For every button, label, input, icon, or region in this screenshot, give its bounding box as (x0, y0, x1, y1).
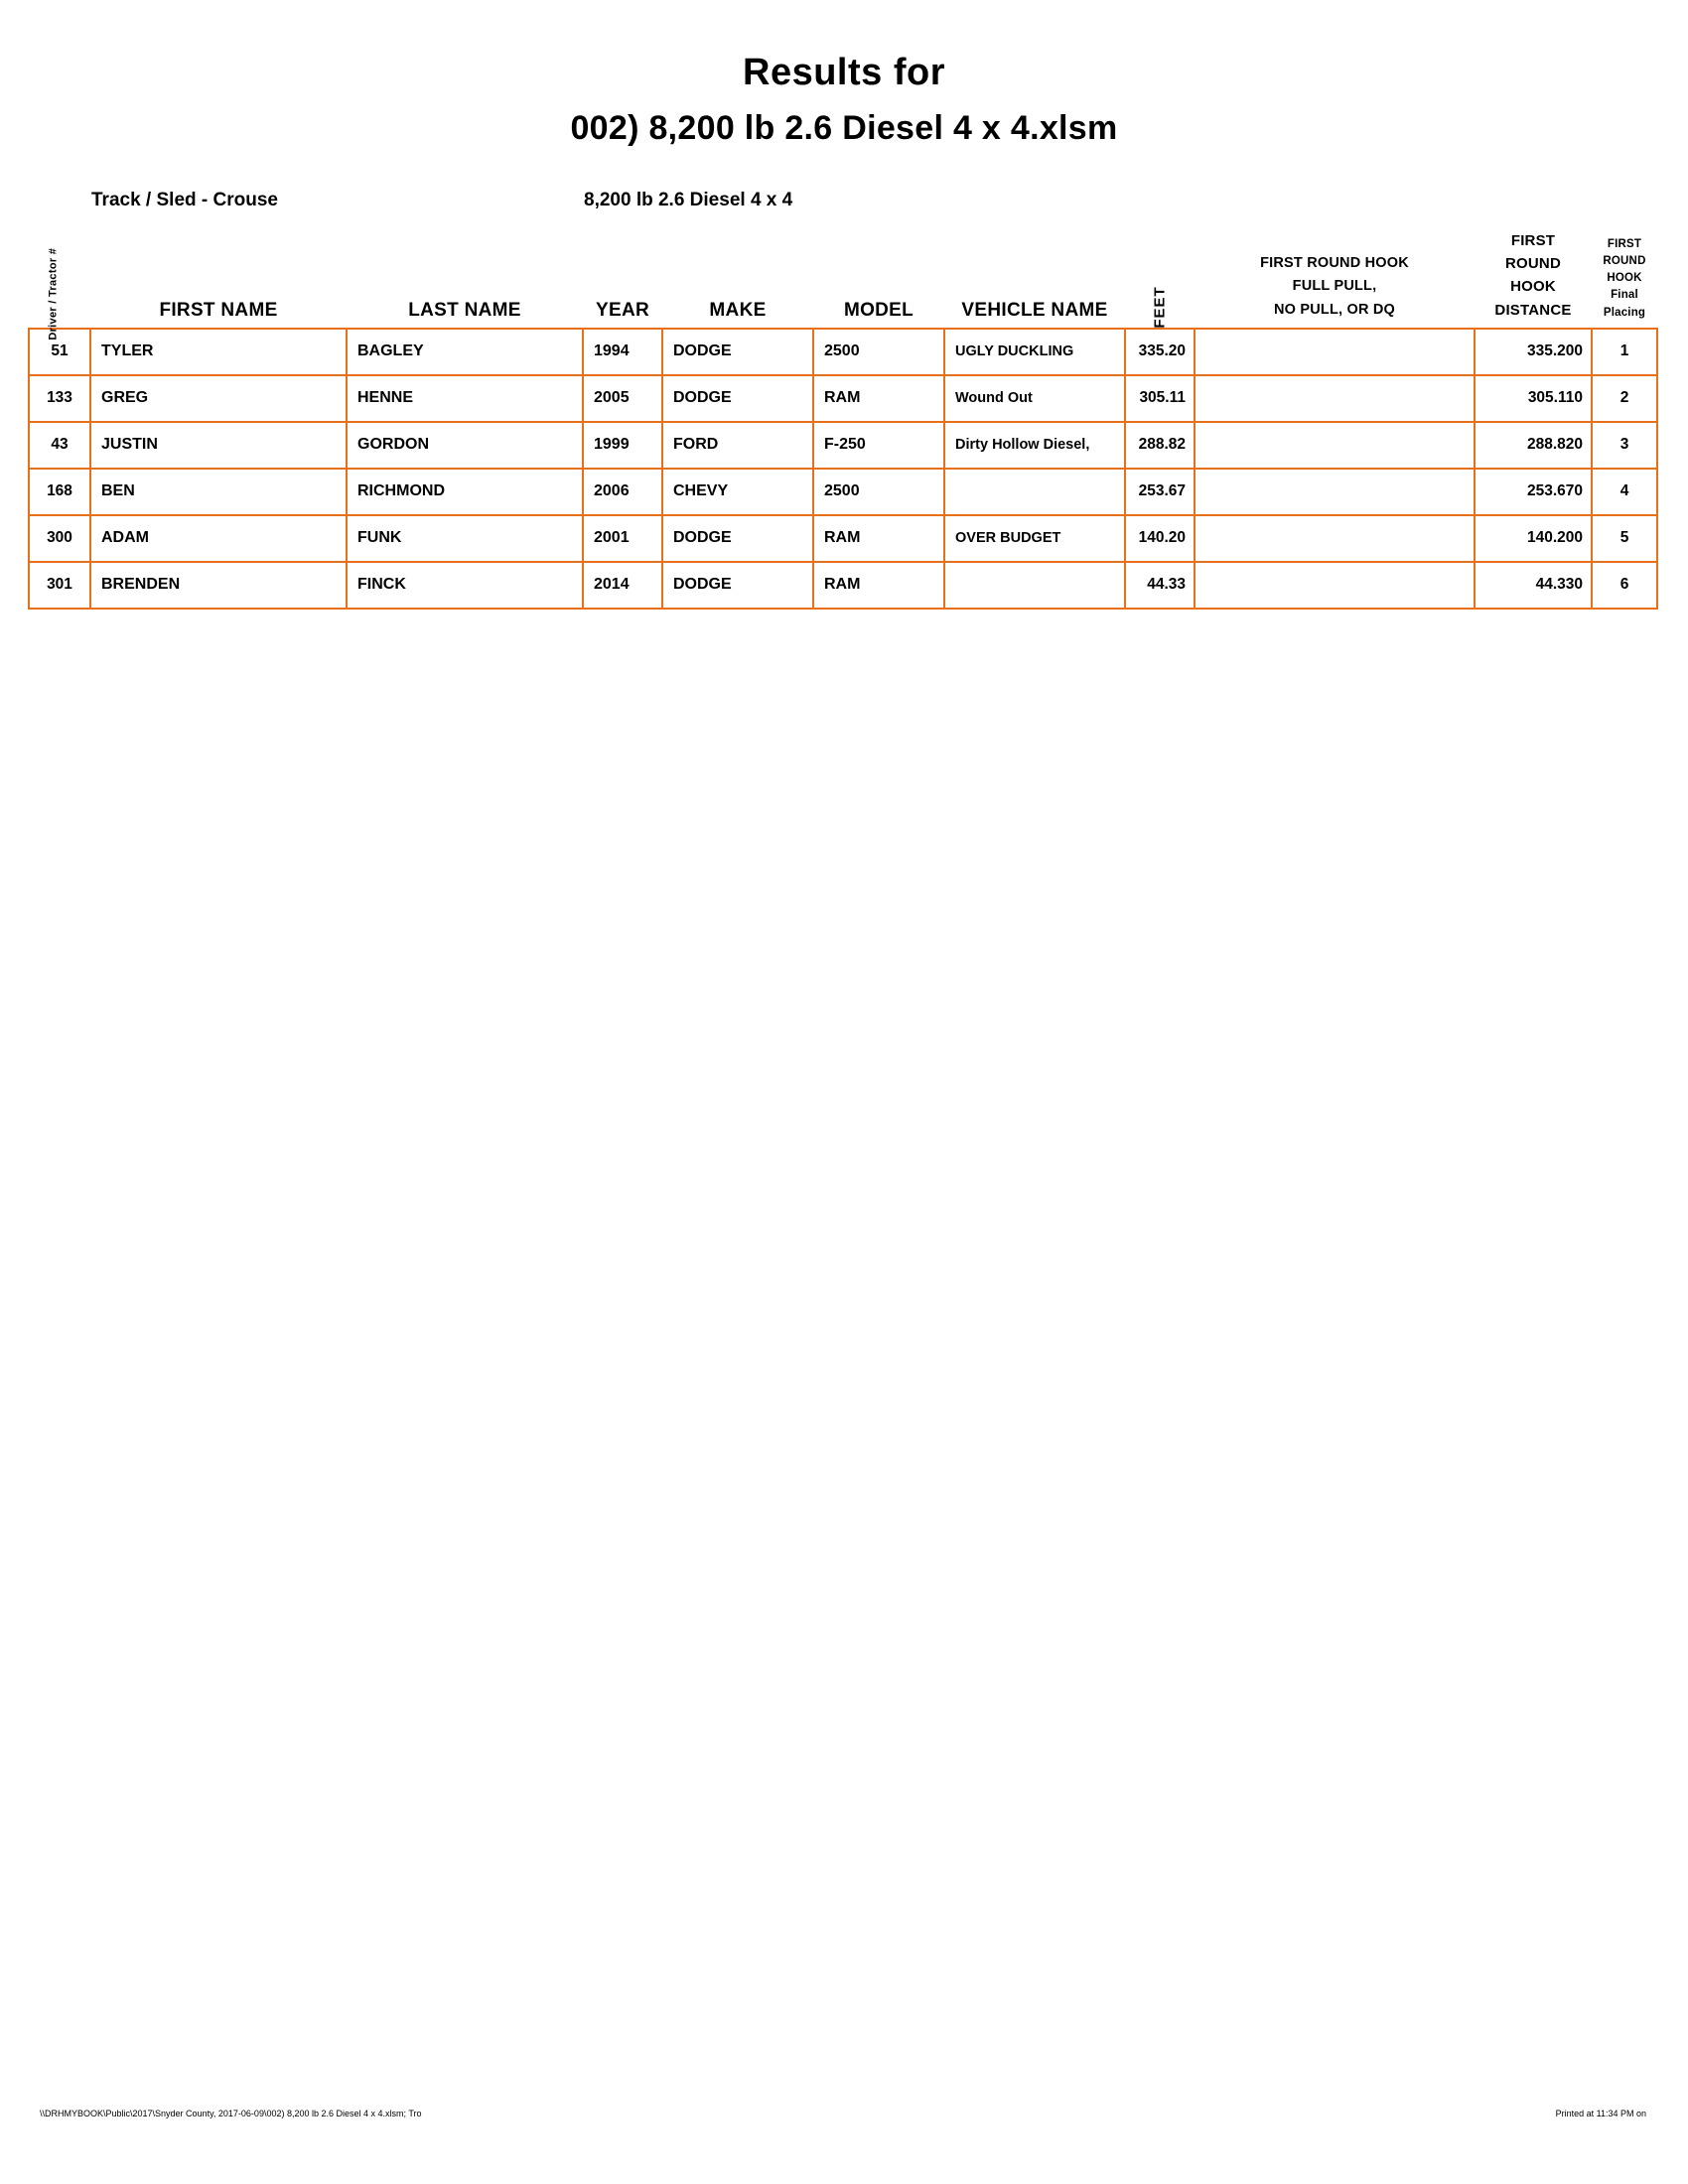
table-row (29, 329, 1657, 375)
header-distance (1475, 229, 1592, 329)
results-table (28, 229, 1658, 610)
cell-year: 2001 (583, 515, 662, 562)
header-placing-line3: HOOK (1607, 272, 1642, 285)
header-feet (1125, 229, 1195, 329)
cell-first-name: BRENDEN (90, 562, 347, 609)
page-title (0, 0, 1688, 148)
header-placing-line5: Placing (1603, 306, 1646, 319)
cell-last-name: BAGLEY (347, 329, 583, 375)
header-placing-line2: ROUND (1603, 254, 1646, 267)
table-header (29, 229, 1657, 341)
cell-model: RAM (813, 375, 944, 422)
cell-placing: 3 (1592, 422, 1657, 469)
class-label: 8,200 lb 2.6 Diesel 4 x 4 (584, 189, 793, 210)
cell-driver-number: 300 (29, 515, 90, 562)
footer-printed-timestamp: Printed at 11:34 PM on (1555, 2109, 1646, 2118)
results-table-container (28, 229, 1656, 610)
cell-distance: 140.200 (1475, 515, 1592, 562)
page-title-line2: 002) 8,200 lb 2.6 Diesel 4 x 4.xlsm (570, 108, 1118, 147)
cell-vehicle-name: UGLY DUCKLING (944, 329, 1125, 375)
cell-make: DODGE (662, 562, 813, 609)
cell-year: 1999 (583, 422, 662, 469)
header-vehicle-name: VEHICLE NAME (961, 299, 1108, 321)
header-first-round-hook-line2: FULL PULL, (1292, 278, 1377, 295)
header-driver-number-label: Driver / Tractor # (47, 247, 60, 341)
header-first-name: FIRST NAME (159, 299, 278, 321)
cell-year: 2005 (583, 375, 662, 422)
cell-hook (1195, 515, 1475, 562)
page-title-line1: Results for (743, 52, 945, 93)
header-placing-line1: FIRST (1607, 237, 1642, 250)
cell-feet: 253.67 (1125, 469, 1195, 515)
cell-placing: 2 (1592, 375, 1657, 422)
cell-distance: 44.330 (1475, 562, 1592, 609)
header-distance-line3: HOOK (1510, 278, 1556, 296)
header-last-name: LAST NAME (408, 299, 521, 321)
table-header-row (29, 229, 1657, 329)
header-distance-line2: ROUND (1505, 255, 1561, 273)
cell-driver-number: 301 (29, 562, 90, 609)
cell-hook (1195, 375, 1475, 422)
cell-first-name: JUSTIN (90, 422, 347, 469)
cell-model: 2500 (813, 469, 944, 515)
cell-driver-number: 133 (29, 375, 90, 422)
table-row (29, 469, 1657, 515)
header-make: MAKE (709, 299, 767, 321)
header-distance-line1: FIRST (1510, 231, 1556, 249)
cell-feet: 335.20 (1125, 329, 1195, 375)
header-first-round-hook-line1: FIRST ROUND HOOK (1260, 255, 1409, 272)
cell-driver-number: 51 (29, 329, 90, 375)
cell-last-name: HENNE (347, 375, 583, 422)
cell-feet: 140.20 (1125, 515, 1195, 562)
footer-file-path: \\DRHMYBOOK\Public\2017\Snyder County, 2017-06-09\002) 8,200 lb 2.6 Diesel 4 x 4.xlsm; Tro (40, 2109, 422, 2118)
cell-vehicle-name: Wound Out (944, 375, 1125, 422)
header-placing (1592, 229, 1657, 329)
header-driver-number (29, 229, 90, 341)
header-first-round-hook-line3: NO PULL, OR DQ (1273, 301, 1396, 318)
cell-vehicle-name: OVER BUDGET (944, 515, 1125, 562)
cell-year: 1994 (583, 329, 662, 375)
cell-year: 2014 (583, 562, 662, 609)
cell-make: DODGE (662, 375, 813, 422)
subheader (0, 190, 1688, 215)
cell-placing: 4 (1592, 469, 1657, 515)
cell-make: CHEVY (662, 469, 813, 515)
cell-distance: 335.200 (1475, 329, 1592, 375)
table-row (29, 515, 1657, 562)
cell-distance: 288.820 (1475, 422, 1592, 469)
cell-first-name: TYLER (90, 329, 347, 375)
cell-placing: 6 (1592, 562, 1657, 609)
cell-first-name: GREG (90, 375, 347, 422)
header-model: MODEL (843, 299, 914, 321)
cell-year: 2006 (583, 469, 662, 515)
cell-placing: 5 (1592, 515, 1657, 562)
header-first-round-hook (1195, 229, 1475, 329)
table-body (29, 329, 1657, 609)
cell-first-name: ADAM (90, 515, 347, 562)
cell-vehicle-name (944, 562, 1125, 609)
cell-vehicle-name (944, 469, 1125, 515)
cell-hook (1195, 422, 1475, 469)
header-distance-line4: DISTANCE (1494, 301, 1572, 319)
cell-make: DODGE (662, 329, 813, 375)
cell-distance: 305.110 (1475, 375, 1592, 422)
cell-make: FORD (662, 422, 813, 469)
page-footer (0, 2109, 1688, 2122)
cell-feet: 44.33 (1125, 562, 1195, 609)
table-row (29, 375, 1657, 422)
track-sled-label: Track / Sled - Crouse (91, 189, 278, 210)
table-row (29, 562, 1657, 609)
cell-last-name: FINCK (347, 562, 583, 609)
cell-last-name: FUNK (347, 515, 583, 562)
cell-placing: 1 (1592, 329, 1657, 375)
cell-driver-number: 168 (29, 469, 90, 515)
cell-make: DODGE (662, 515, 813, 562)
header-year: YEAR (596, 299, 649, 321)
cell-last-name: RICHMOND (347, 469, 583, 515)
cell-model: F-250 (813, 422, 944, 469)
cell-hook (1195, 562, 1475, 609)
cell-last-name: GORDON (347, 422, 583, 469)
cell-model: RAM (813, 562, 944, 609)
header-placing-line4: Final (1611, 289, 1638, 302)
cell-hook (1195, 329, 1475, 375)
cell-feet: 288.82 (1125, 422, 1195, 469)
cell-driver-number: 43 (29, 422, 90, 469)
header-feet-label: FEET (1151, 286, 1169, 329)
cell-hook (1195, 469, 1475, 515)
cell-feet: 305.11 (1125, 375, 1195, 422)
cell-vehicle-name: Dirty Hollow Diesel, (944, 422, 1125, 469)
table-row (29, 422, 1657, 469)
cell-model: 2500 (813, 329, 944, 375)
cell-model: RAM (813, 515, 944, 562)
cell-distance: 253.670 (1475, 469, 1592, 515)
cell-first-name: BEN (90, 469, 347, 515)
